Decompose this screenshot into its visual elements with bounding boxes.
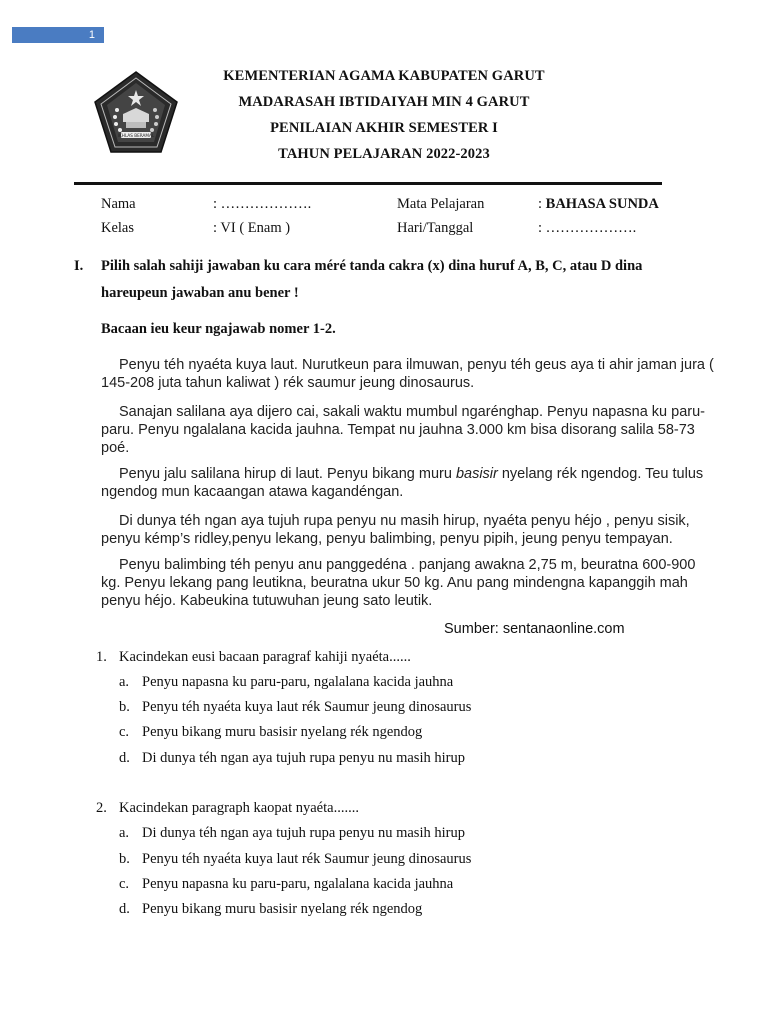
tanggal-label: Hari/Tanggal [397, 220, 474, 236]
reading-paragraph-4: Di dunya téh ngan aya tujuh rupa penyu nu masih hirup, nyaéta penyu héjo , penyu sisik, penyu kémp’s ridley,penyu lekang, penyu balimbing, penyu pipih, jeung penyu tempayan. [101, 513, 690, 547]
kelas-value: : VI ( Enam ) [213, 220, 291, 236]
page-number: 1 [12, 27, 104, 43]
question-number: 2. [96, 800, 107, 816]
question-number: 1. [96, 649, 107, 665]
mapel-label: Mata Pelajaran [397, 196, 485, 212]
mapel-colon: : [538, 196, 546, 212]
instruction-line-1: Pilih salah sahiji jawaban ku cara méré tanda cakra (x) dina huruf A, B, C, atau D dina [101, 258, 643, 274]
header-divider [74, 182, 662, 185]
reading-source: Sumber: sentanaonline.com [444, 621, 625, 637]
reading-paragraph-5: Penyu balimbing téh penyu anu panggedéna . panjang awakna 2,75 m, beuratna 600-900 kg. Penyu lekang pang leutikna, beuratna ukur 50 kg. Anu pang mindengna kapanggih mah penyu héjo. Kabeukina tutuwuhan jeung sato leutik. [101, 557, 696, 609]
reading-paragraph-1: Penyu téh nyaéta kuya laut. Nurutkeun para ilmuwan, penyu téh geus aya ti ahir jaman jura ( 145-208 juta tahun kaliwat ) rék saumur jeung dinosaurus. [101, 357, 714, 391]
header-line-ministry: KEMENTERIAN AGAMA KABUPATEN GARUT [223, 68, 545, 84]
header-line-exam: PENILAIAN AKHIR SEMESTER I [270, 120, 498, 136]
question-text: Kacindekan paragraph kaopat nyaéta....... [119, 800, 359, 816]
header-line-school: MADARASAH IBTIDAIYAH MIN 4 GARUT [238, 94, 530, 110]
question-text: Kacindekan eusi bacaan paragraf kahiji nyaéta...... [119, 649, 411, 665]
mapel-field [538, 195, 659, 213]
logo-motto: IKHLAS BERAMAL [117, 132, 155, 138]
header-line-year: TAHUN PELAJARAN 2022-2023 [278, 146, 490, 162]
reading-intro: Bacaan ieu keur ngajawab nomer 1-2. [101, 321, 336, 337]
nama-label: Nama [101, 196, 136, 212]
reading-paragraph-2: Sanajan salilana aya dijero cai, sakali waktu mumbul ngarénghap. Penyu napasna ku paru- paru. Penyu ngalalana kacida jauhna. Tempat nu jauhna 3.000 km bisa disorang salila 58-73 poé. [101, 404, 706, 456]
instruction-line-2: hareupeun jawaban anu bener ! [101, 285, 299, 301]
kelas-label: Kelas [101, 220, 135, 236]
reading-paragraph-3: Penyu jalu salilana hirup di laut. Penyu bikang muru basisir nyelang rék ngendog. Teu tulus ngendog mun kacaangan atawa kagandéngan. [101, 466, 704, 500]
mapel-value: BAHASA SUNDA [545, 196, 659, 212]
nama-value: : ………………. [213, 196, 312, 212]
section-number: I. [74, 258, 84, 274]
tanggal-value: : ………………. [538, 220, 637, 236]
